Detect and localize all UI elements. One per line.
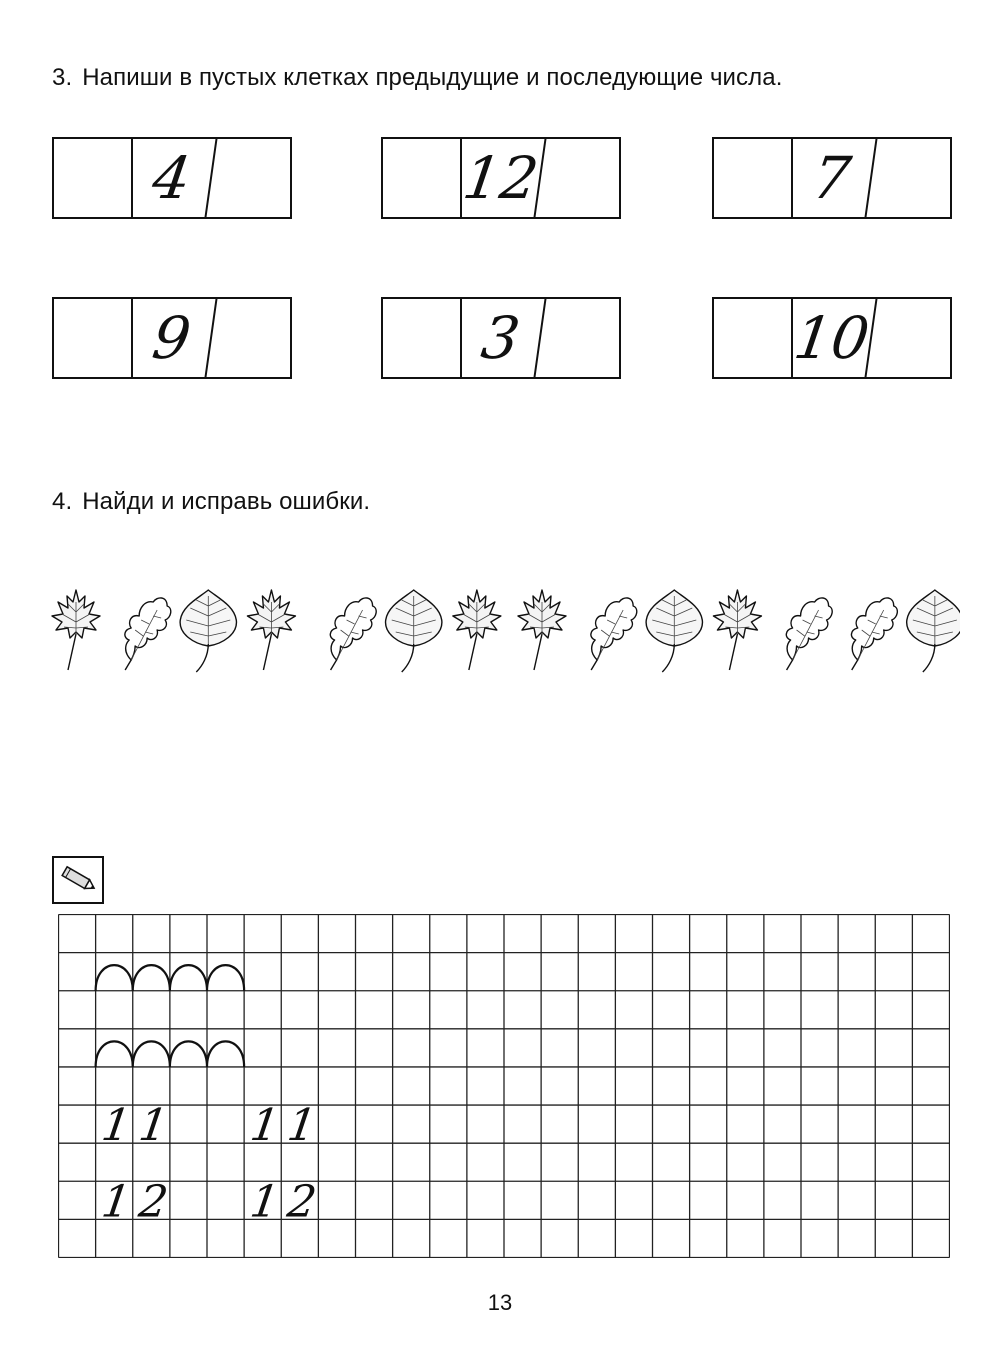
prev-number-cell[interactable]	[54, 139, 133, 217]
task-4-number: 4.	[52, 488, 73, 515]
prev-number-cell[interactable]	[714, 299, 793, 377]
oak-leaf-icon	[125, 598, 171, 670]
digit-sample: 2	[284, 1176, 320, 1228]
writing-grid	[58, 914, 950, 1263]
oak-leaf-icon	[330, 598, 376, 670]
prev-number-cell[interactable]	[54, 299, 133, 377]
given-number-cell: 12	[457, 139, 547, 217]
given-number-cell: 3	[457, 299, 547, 377]
next-number-cell[interactable]	[542, 299, 619, 377]
digit-sample: 1	[247, 1100, 283, 1152]
maple-leaf-icon	[518, 590, 566, 670]
oak-leaf-icon	[786, 598, 832, 670]
number-box-6	[712, 297, 952, 379]
birch-leaf-icon	[646, 590, 702, 672]
next-number-cell[interactable]	[542, 139, 619, 217]
task-3-text: Напиши в пустых клетках предыдущие и последующие числа.	[82, 64, 783, 91]
birch-leaf-icon	[907, 590, 960, 672]
page-number: 13	[487, 1290, 513, 1315]
prev-number-cell[interactable]	[383, 299, 462, 377]
digit-sample: 1	[247, 1176, 283, 1228]
task-3-number: 3.	[52, 64, 73, 91]
prev-number-cell[interactable]	[383, 139, 462, 217]
task-4-title	[52, 488, 370, 516]
leaf-sequence	[48, 578, 960, 678]
birch-leaf-icon	[180, 590, 236, 672]
writing-grid-canvas	[58, 914, 950, 1258]
number-box-1	[52, 137, 292, 219]
birch-leaf-icon	[386, 590, 442, 672]
number-box-2	[381, 137, 621, 219]
next-number-cell[interactable]	[213, 139, 290, 217]
digit-sample: 1	[98, 1176, 134, 1228]
given-number-cell: 4	[128, 139, 218, 217]
digit-sample: 1	[135, 1100, 171, 1152]
number-box-5	[381, 297, 621, 379]
digit-sample: 1	[98, 1100, 134, 1152]
next-number-cell[interactable]	[873, 139, 950, 217]
maple-leaf-icon	[247, 590, 295, 670]
maple-leaf-icon	[453, 590, 501, 670]
next-number-cell[interactable]	[873, 299, 950, 377]
maple-leaf-icon	[713, 590, 761, 670]
task-4-text: Найди и исправь ошибки.	[82, 488, 371, 515]
number-box-4	[52, 297, 292, 379]
given-number-cell: 10	[788, 299, 878, 377]
maple-leaf-icon	[52, 590, 100, 670]
next-number-cell[interactable]	[213, 299, 290, 377]
digit-sample: 1	[284, 1100, 320, 1152]
oak-leaf-icon	[591, 598, 637, 670]
number-box-3	[712, 137, 952, 219]
pencil-icon	[52, 856, 104, 904]
digit-sample: 2	[135, 1176, 171, 1228]
given-number-cell: 9	[128, 299, 218, 377]
prev-number-cell[interactable]	[714, 139, 793, 217]
given-number-cell: 7	[788, 139, 878, 217]
task-3-title	[52, 64, 782, 92]
oak-leaf-icon	[851, 598, 897, 670]
